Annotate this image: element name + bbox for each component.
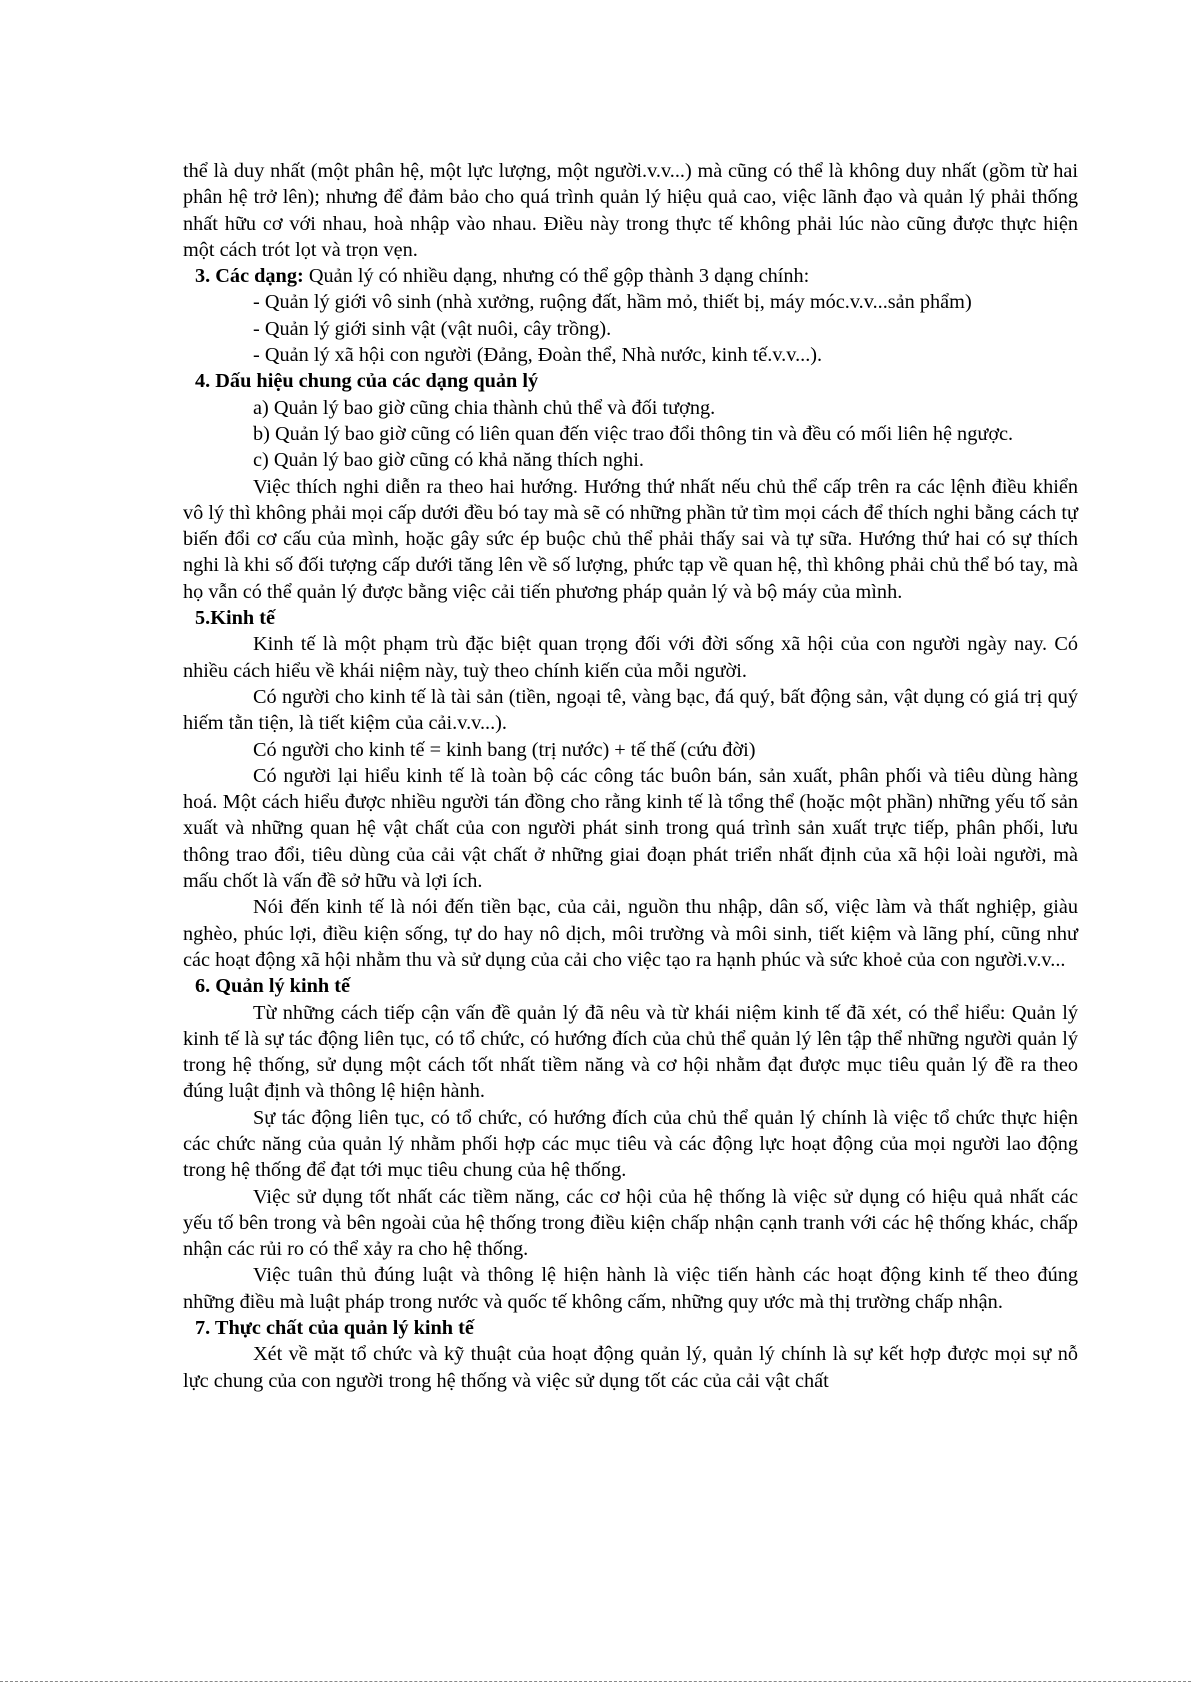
- section-6-paragraph: Việc sử dụng tốt nhất các tiềm năng, các cơ hội của hệ thống là việc sử dụng có hiệu quả nhất các yếu tố bên trong và bên ngoài của hệ thống trong điều kiện chấp nhận cạnh tranh với các hệ thống khác, chấp nhận các rủi ro có thể xảy ra cho hệ thống.: [183, 1185, 1078, 1261]
- section-3-item: - Quản lý giới sinh vật (vật nuôi, cây trồng).: [253, 317, 612, 340]
- section-6-paragraph: Từ những cách tiếp cận vấn đề quản lý đã nêu và từ khái niệm kinh tế đã xét, có thể hiểu: Quản lý kinh tế là sự tác động liên tục, có tổ chức, có hướng đích của chủ thể quản lý lên tập thể những người quản lý trong hệ thống, sử dụng một cách tốt nhất tiềm năng và cơ hội nhằm đạt được mục tiêu quản lý đề ra theo đúng luật định và thông lệ hiện hành.: [183, 1001, 1078, 1103]
- section-3-title: 3. Các dạng:: [195, 265, 304, 288]
- section-4-item: a) Quản lý bao giờ cũng chia thành chủ thể và đối tượng.: [253, 396, 716, 419]
- section-4-item: c) Quản lý bao giờ cũng có khả năng thích nghi.: [253, 449, 644, 472]
- section-6-paragraph: Việc tuân thủ đúng luật và thông lệ hiện hành là việc tiến hành các hoạt động kinh tế theo đúng những điều mà luật pháp trong nước và quốc tế không cấm, những quy ước mà thị trường chấp nhận.: [183, 1264, 1078, 1313]
- section-3-lead: Quản lý có nhiều dạng, nhưng có thể gộp thành 3 dạng chính:: [303, 265, 810, 288]
- section-3-item: - Quản lý xã hội con người (Đảng, Đoàn thể, Nhà nước, kinh tế.v.v...).: [253, 344, 823, 367]
- section-5-paragraph: Có người cho kinh tế là tài sản (tiền, ngoại tê, vàng bạc, đá quý, bất động sản, vật dụng có giá trị quý hiếm tằn tiện, là tiết kiệm của cải.v.v...).: [183, 685, 1078, 735]
- section-6-heading: 6. Quản lý kinh tế: [195, 975, 350, 998]
- intro-paragraph: thể là duy nhất (một phân hệ, một lực lượng, một người.v.v...) mà cũng có thể là không duy nhất (gồm từ hai phân hệ trở lên); nhưng để đảm bảo cho quá trình quản lý hiệu quả cao, việc lãnh đạo và quản lý phải thống nhất hữu cơ với nhau, hoà nhập vào nhau. Điều này trong thực tế không phải lúc nào cũng được thực hiện một cách trót lọt và trọn vẹn.: [183, 160, 1078, 261]
- section-5-heading: 5.Kinh tế: [195, 607, 276, 630]
- section-7-paragraph: Xét về mặt tổ chức và kỹ thuật của hoạt động quản lý, quản lý chính là sự kết hợp được mọi sự nỗ lực chung của con người trong hệ thống và việc sử dụng tốt các của cải vật chất: [183, 1343, 1078, 1392]
- section-4-paragraph: Việc thích nghi diễn ra theo hai hướng. Hướng thứ nhất nếu chủ thể cấp trên ra các lệnh điều khiển vô lý thì không phải mọi cấp dưới đều bó tay mà sẽ có những phần tử tìm mọi cách để thích nghi bằng cách tự biến đổi cơ cấu của mình, hoặc gây sức ép buộc chủ thể phải thấy sai và tự sữa. Hướng thứ hai có sự thích nghi là khi số đối tượng cấp dưới tăng lên về số lượng, phức tạp về quan hệ, thì không phải chủ thể bó tay, mà họ vẫn có thể quản lý được bằng việc cải tiến phương pháp quản lý và bộ máy của mình.: [183, 475, 1078, 603]
- section-5-paragraph: Có người lại hiểu kinh tế là toàn bộ các công tác buôn bán, sản xuất, phân phối và tiêu dùng hàng hoá. Một cách hiểu được nhiều người tán đồng cho rằng kinh tế là tổng thể (hoặc một phần) những yếu tố sản xuất và những quan hệ vật chất của con người phát sinh trong quá trình sản xuất trực tiếp, phân phối, lưu thông trao đổi, tiêu dùng của cải vật chất ở những giai đoạn phát triển nhất định của xã hội loài người, mà mấu chốt là vấn đề sở hữu và lợi ích.: [183, 764, 1078, 893]
- section-4-heading: 4. Dấu hiệu chung của các dạng quản lý: [195, 370, 539, 393]
- section-4-item: b) Quản lý bao giờ cũng có liên quan đến việc trao đổi thông tin và đều có mối liên hệ ngược.: [253, 422, 1014, 445]
- section-5-paragraph: Có người cho kinh tế = kinh bang (trị nước) + tế thế (cứu đời): [253, 738, 756, 761]
- section-3-item: - Quản lý giới vô sinh (nhà xưởng, ruộng đất, hầm mỏ, thiết bị, máy móc.v.v...sản phẩm): [253, 291, 972, 314]
- section-5-paragraph: Kinh tế là một phạm trù đặc biệt quan trọng đối với đời sống xã hội của con người ngày nay. Có nhiều cách hiểu về khái niệm này, tuỳ theo chính kiến của mỗi người.: [183, 633, 1078, 682]
- page-bottom-rule: [0, 1681, 1191, 1683]
- section-5-paragraph: Nói đến kinh tế là nói đến tiền bạc, của cải, nguồn thu nhập, dân số, việc làm và thất nghiệp, giàu nghèo, phúc lợi, điều kiện sống, tự do hay nô dịch, môi trường và môi sinh, tiết kiệm và lãng phí, cũng như các hoạt động xã hội nhằm thu và sử dụng của cải cho việc tạo ra hạnh phúc và sức khoẻ của con người.v.v...: [183, 896, 1078, 971]
- section-3-heading: [183, 263, 1078, 289]
- document-page: [183, 158, 1078, 1394]
- section-6-paragraph: Sự tác động liên tục, có tổ chức, có hướng đích của chủ thể quản lý chính là việc tổ chức thực hiện các chức năng của quản lý nhằm phối hợp các mục tiêu và các động lực hoạt động của mọi người lao động trong hệ thống để đạt tới mục tiêu chung của hệ thống.: [183, 1106, 1078, 1182]
- section-7-heading: 7. Thực chất của quản lý kinh tế: [195, 1317, 474, 1340]
